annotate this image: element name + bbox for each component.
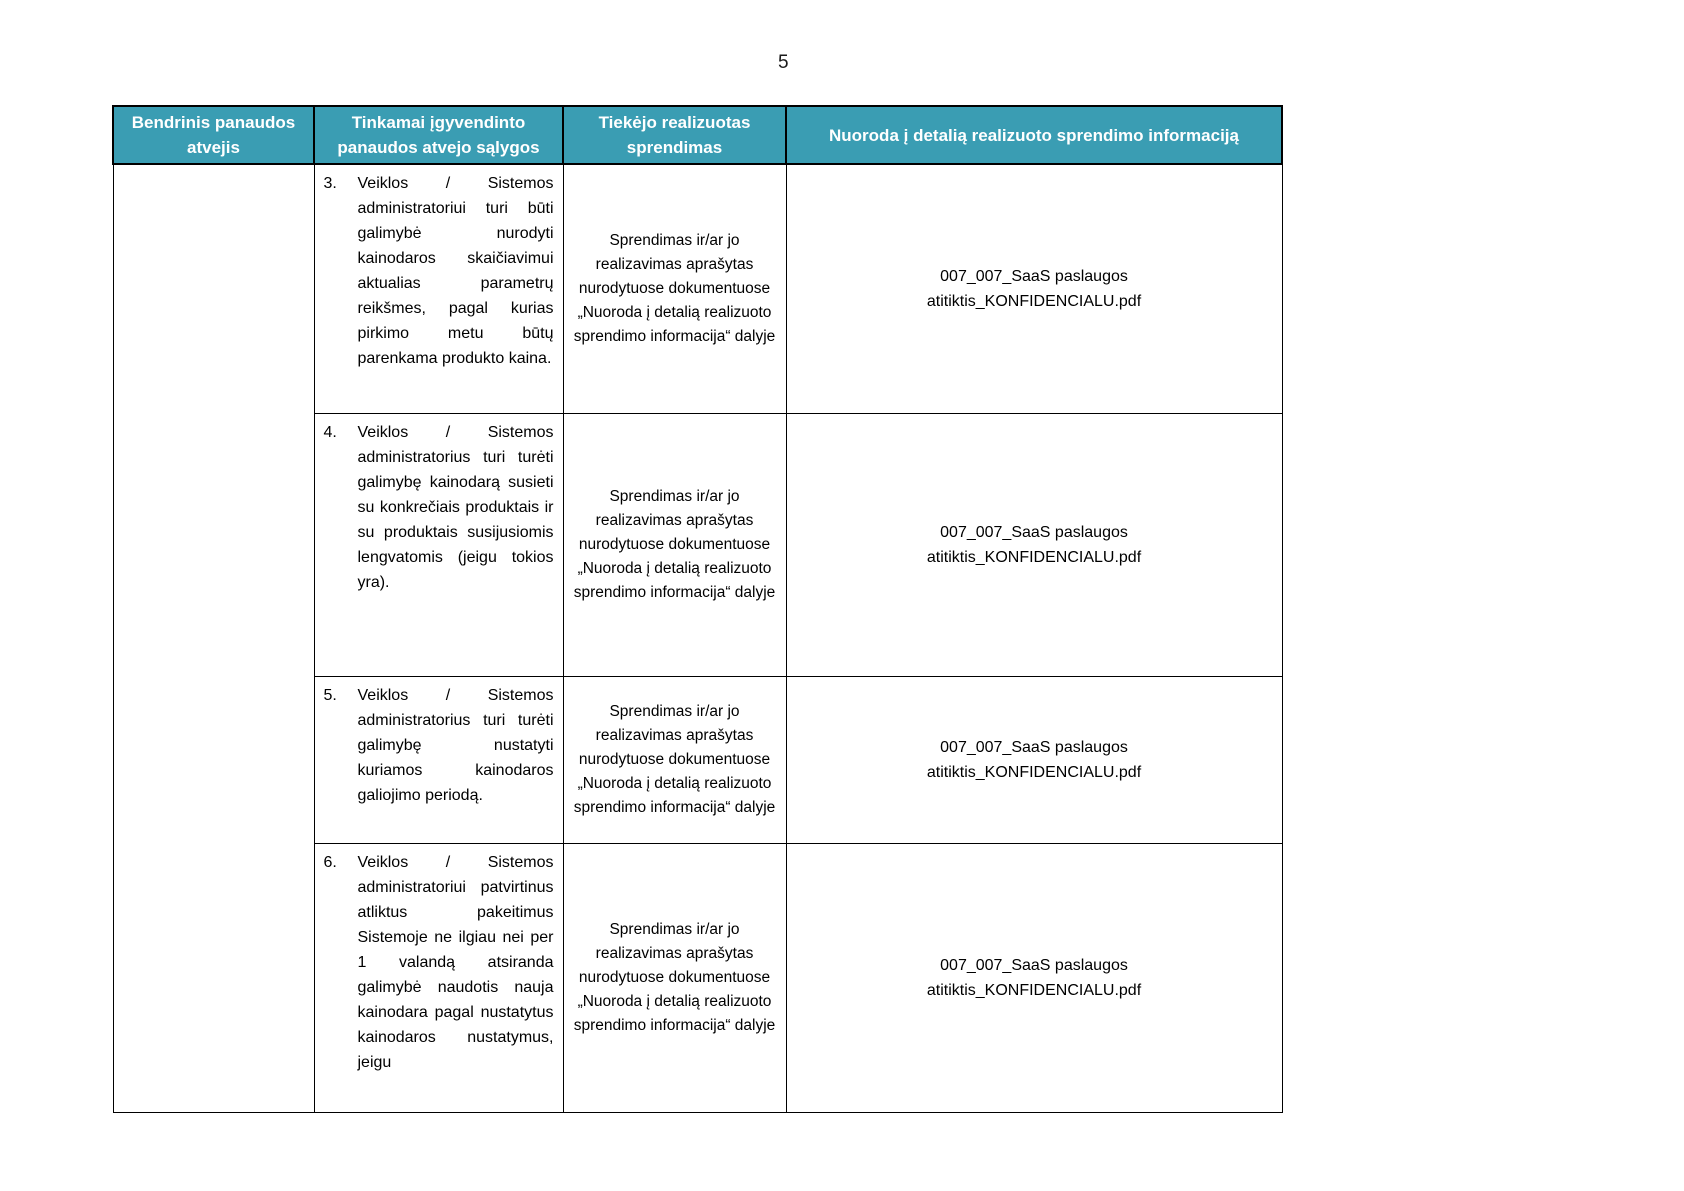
condition-cell [314,676,563,843]
condition-number: 5. [323,686,337,704]
solution-cell: Sprendimas ir/ar jo realizavimas aprašytas nurodytuose dokumentuose „Nuoroda į detalią realizuoto sprendimo informacija“ dalyje [563,164,786,413]
page-number: 5 [778,52,789,73]
condition-text: Veiklos / Sistemos administratorius turi turėti galimybę nustatyti kuriamos kainodaros galiojimo periodą. [357,686,554,804]
reference-cell: 007_007_SaaS paslaugos atitiktis_KONFIDENCIALU.pdf [786,164,1282,413]
table-header-row [113,106,1282,164]
reference-cell: 007_007_SaaS paslaugos atitiktis_KONFIDENCIALU.pdf [786,413,1282,676]
header-tiekejo-sprendimas: Tiekėjo realizuotas sprendimas [563,106,786,164]
header-nuoroda-informacija: Nuoroda į detalią realizuoto sprendimo informaciją [786,106,1282,164]
condition-cell [314,413,563,676]
reference-cell: 007_007_SaaS paslaugos atitiktis_KONFIDENCIALU.pdf [786,676,1282,843]
condition-number: 6. [323,853,337,871]
condition-cell [314,164,563,413]
solution-cell: Sprendimas ir/ar jo realizavimas aprašytas nurodytuose dokumentuose „Nuoroda į detalią realizuoto sprendimo informacija“ dalyje [563,413,786,676]
condition-cell [314,843,563,1112]
solution-cell: Sprendimas ir/ar jo realizavimas aprašytas nurodytuose dokumentuose „Nuoroda į detalią realizuoto sprendimo informacija“ dalyje [563,843,786,1112]
solution-cell: Sprendimas ir/ar jo realizavimas aprašytas nurodytuose dokumentuose „Nuoroda į detalią realizuoto sprendimo informacija“ dalyje [563,676,786,843]
condition-text: Veiklos / Sistemos administratorius turi turėti galimybę kainodarą susieti su konkrečiais produktais ir su produktais susijusiomis lengvatomis (jeigu tokios yra). [357,423,554,591]
table-row [113,164,1282,413]
reference-cell: 007_007_SaaS paslaugos atitiktis_KONFIDENCIALU.pdf [786,843,1282,1112]
header-panaudos-atvejo-salygos: Tinkamai įgyvendinto panaudos atvejo sąlygos [314,106,563,164]
header-bendrinis-panaudos-atvejis: Bendrinis panaudos atvejis [113,106,314,164]
condition-text: Veiklos / Sistemos administratoriui patvirtinus atliktus pakeitimus Sistemoje ne ilgiau nei per 1 valandą atsiranda galimybė naudotis nauja kainodara pagal nustatytus kainodaros nustatymus, jeigu [357,853,554,1071]
use-case-cell [113,164,314,1112]
condition-text: Veiklos / Sistemos administratoriui turi būti galimybė nurodyti kainodaros skaičiavimui aktualias parametrų reikšmes, pagal kurias pirkimo metu būtų parenkama produkto kaina. [357,175,554,367]
condition-number: 3. [323,175,337,192]
use-case-table [112,105,1283,1113]
condition-number: 4. [323,423,337,441]
